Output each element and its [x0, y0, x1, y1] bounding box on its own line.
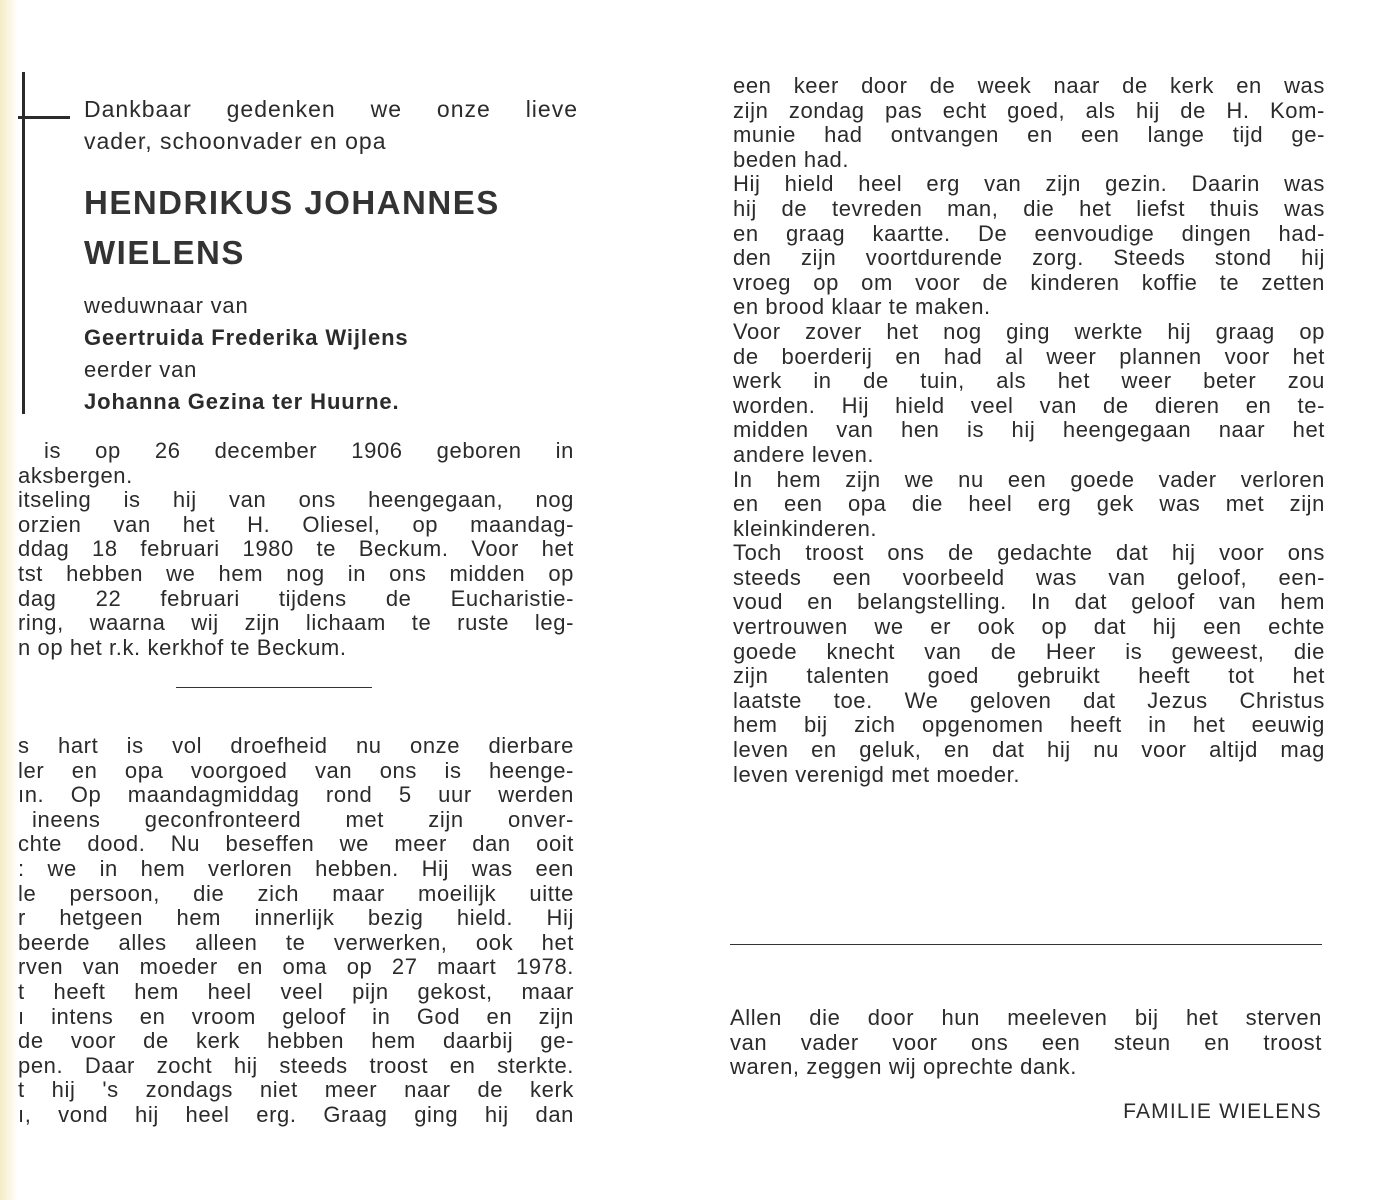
- memorial-line: ı, vond hij heel erg. Graag ging hij dan: [18, 1102, 574, 1127]
- memorial-line: werk in de tuin, als het weer beter zou: [733, 369, 1325, 394]
- memorial-line: leven en geluk, en dat hij nu voor altijd mag: [733, 738, 1325, 763]
- memorial-line: voud en belangstelling. In dat geloof van hem: [733, 590, 1325, 615]
- memorial-line: pen. Daar zocht hij steeds troost en sterkte.: [18, 1053, 574, 1078]
- memorial-line: en graag kaartte. De eenvoudige dingen had-: [733, 221, 1325, 246]
- memorial-text-left: [18, 734, 574, 1128]
- cross-icon-bar: [18, 116, 70, 119]
- memorial-line: zijn zondag pas echt goed, als hij de H. Kom-: [733, 98, 1325, 123]
- memorial-line: s hart is vol droefheid nu onze dierbare: [18, 734, 574, 758]
- memorial-line: vertrouwen we er ook op dat hij een echte: [733, 615, 1325, 640]
- thanks-line: waren, zeggen wij oprechte dank.: [730, 1055, 1077, 1080]
- bio-line: ddag 18 februari 1980 te Beckum. Voor het: [18, 537, 574, 562]
- memorial-line: r hetgeen hem innerlijk bezig hield. Hij: [18, 906, 574, 931]
- memorial-line: : we in hem verloren hebben. Hij was een: [18, 856, 574, 881]
- memorial-line: ineens geconfronteerd met zijn onver-: [32, 807, 574, 832]
- memorial-line: t heeft hem heel veel pijn gekost, maar: [18, 979, 574, 1004]
- family-signature: FAMILIE WIELENS: [1123, 1100, 1322, 1123]
- bio-line: tst hebben we hem nog in ons midden op: [18, 561, 574, 586]
- thanks-text: [730, 1006, 1322, 1080]
- memorial-line: vroeg op om voor de kinderen koffie te zetten: [733, 270, 1325, 295]
- bio-line: is op 26 december 1906 geboren in: [44, 439, 574, 463]
- memorial-line: leven verenigd met moeder.: [733, 762, 1021, 787]
- memorial-line: Voor zover het nog ging werkte hij graag op: [733, 319, 1325, 344]
- memorial-text-right: [733, 74, 1325, 787]
- bio-line: dag 22 februari tijdens de Eucharistie-: [18, 586, 574, 611]
- memorial-line: den zijn voortdurende zorg. Steeds stond hij: [733, 246, 1325, 271]
- memorial-line: steeds een voorbeeld was van geloof, een-: [733, 565, 1325, 590]
- spouse-name: Johanna Gezina ter Huurne.: [84, 389, 400, 414]
- memorial-line: en een opa die heel erg gek was met zijn: [733, 492, 1325, 517]
- bio-line: ring, waarna wij zijn lichaam te ruste leg-: [18, 611, 574, 636]
- memorial-line: ler en opa voorgoed van ons is heenge-: [18, 758, 574, 783]
- bio-line: n op het r.k. kerkhof te Beckum.: [18, 635, 347, 660]
- bio-text: [18, 439, 574, 660]
- memorial-line: zijn talenten goed gebruikt heeft tot het: [733, 664, 1325, 689]
- deceased-name: [84, 178, 554, 278]
- divider: [730, 944, 1322, 945]
- thanks-line: van vader voor ons een steun en troost: [730, 1030, 1322, 1055]
- memorial-line: laatste toe. We geloven dat Jezus Christus: [733, 688, 1325, 713]
- memorial-line: le persoon, die zich maar moeilijk uitte: [18, 881, 574, 906]
- memorial-line: In hem zijn we nu een goede vader verloren: [733, 467, 1325, 492]
- thanks-line: Allen die door hun meeleven bij het sterven: [730, 1006, 1322, 1030]
- memorial-line: de voor de kerk hebben hem daarbij ge-: [18, 1029, 574, 1054]
- bio-line: orzien van het H. Oliesel, op maandag-: [18, 512, 574, 537]
- memorial-line: en brood klaar te maken.: [733, 295, 991, 320]
- bio-line: itseling is hij van ons heengegaan, nog: [18, 488, 574, 513]
- memorial-line: beerde alles alleen te verwerken, ook het: [18, 930, 574, 955]
- bio-line: aksbergen.: [18, 463, 133, 488]
- memorial-line: hem bij zich opgenomen heeft in het eeuwig: [733, 713, 1325, 738]
- memorial-line: beden had.: [733, 147, 850, 172]
- memorial-line: de boerderij en had al weer plannen voor het: [733, 344, 1325, 369]
- relations: [84, 290, 554, 418]
- divider: [176, 687, 372, 688]
- deceased-name-line2: WIELENS: [84, 234, 245, 271]
- intro-line: vader, schoonvader en opa: [84, 128, 387, 154]
- deceased-name-line1: HENDRIKUS JOHANNES: [84, 184, 500, 221]
- scan-edge: [0, 0, 18, 1200]
- memorial-line: goede knecht van de Heer is geweest, die: [733, 639, 1325, 664]
- memorial-line: Toch troost ons de gedachte dat hij voor ons: [733, 541, 1325, 566]
- memorial-line: t hij 's zondags niet meer naar de kerk: [18, 1078, 574, 1103]
- relation-label: weduwnaar van: [84, 293, 249, 318]
- memorial-line: ı intens en vroom geloof in God en zijn: [18, 1004, 574, 1029]
- memorial-line: hij de tevreden man, die het liefst thuis was: [733, 196, 1325, 221]
- memorial-line: rven van moeder en oma op 27 maart 1978.: [18, 955, 574, 980]
- memorial-line: chte dood. Nu beseffen we meer dan ooit: [18, 832, 574, 857]
- cross-icon: [22, 72, 25, 414]
- spouse-name: Geertruida Frederika Wijlens: [84, 325, 409, 350]
- memorial-line: munie had ontvangen en een lange tijd ge-: [733, 123, 1325, 148]
- memorial-line: ın. Op maandagmiddag rond 5 uur werden: [18, 783, 574, 808]
- intro-text: [84, 93, 578, 157]
- memorial-line: worden. Hij hield veel van de dieren en te-: [733, 393, 1325, 418]
- memorial-line: andere leven.: [733, 442, 875, 467]
- relation-label: eerder van: [84, 357, 198, 382]
- memorial-line: Hij hield heel erg van zijn gezin. Daarin was: [733, 172, 1325, 197]
- memorial-line: midden van hen is hij heengegaan naar het: [733, 418, 1325, 443]
- memorial-line: kleinkinderen.: [733, 516, 878, 541]
- memorial-line: een keer door de week naar de kerk en was: [733, 74, 1325, 98]
- intro-line: Dankbaar gedenken we onze lieve: [84, 96, 578, 122]
